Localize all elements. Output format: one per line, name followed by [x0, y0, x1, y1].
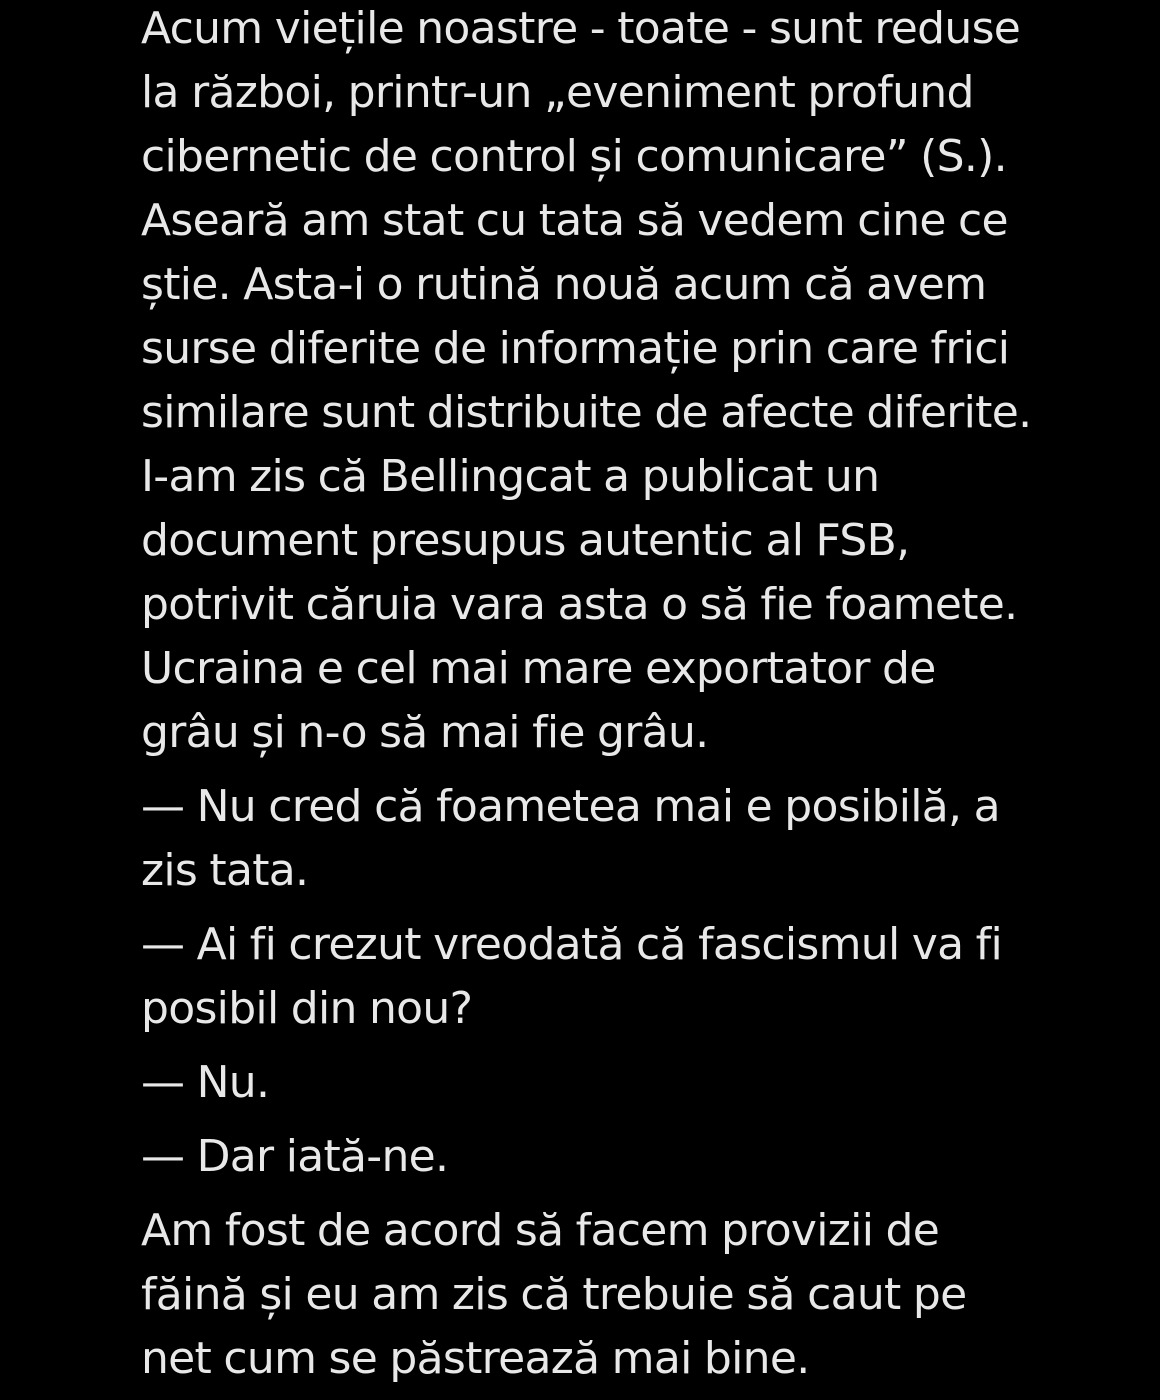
text-line: I-am zis că Bellingcat a publicat un [141, 451, 880, 502]
text-line: document presupus autentic al FSB, [141, 515, 910, 566]
text-line: zis tata. [141, 845, 309, 896]
paragraph-spacer [141, 765, 1031, 775]
paragraph-dialogue-4 [141, 1125, 1031, 1189]
text-line: Ucraina e cel mai mare exportator de [141, 643, 936, 694]
reading-page [141, 0, 1031, 1391]
text-line: făină și eu am zis că trebuie să caut pe [141, 1269, 967, 1320]
paragraph-spacer [141, 1115, 1031, 1125]
paragraph-dialogue-1 [141, 775, 1031, 903]
paragraph-dialogue-3 [141, 1051, 1031, 1115]
paragraph-dialogue-2 [141, 913, 1031, 1041]
paragraph-narration-2 [141, 1199, 1031, 1391]
paragraph-spacer [141, 1041, 1031, 1051]
text-line: cibernetic de control și comunicare” (S.). [141, 131, 1007, 182]
text-line: surse diferite de informație prin care frici [141, 323, 1010, 374]
text-line: — Ai fi crezut vreodată că fascismul va fi [141, 919, 1002, 970]
text-line: — Dar iată-ne. [141, 1131, 449, 1182]
text-line: posibil din nou? [141, 983, 473, 1034]
text-line: la război, printr-un „eveniment profund [141, 67, 974, 118]
text-line: — Nu. [141, 1057, 270, 1108]
paragraph-spacer [141, 1189, 1031, 1199]
text-line: Am fost de acord să facem provizii de [141, 1205, 940, 1256]
text-line: potrivit căruia vara asta o să fie foamete. [141, 579, 1018, 630]
text-line: grâu și n-o să mai fie grâu. [141, 707, 709, 758]
text-line: — Nu cred că foametea mai e posibilă, a [141, 781, 1000, 832]
paragraph-spacer [141, 903, 1031, 913]
paragraph-narration-1 [141, 0, 1031, 765]
text-line: net cum se păstrează mai bine. [141, 1333, 810, 1384]
text-line: Acum viețile noastre - toate - sunt reduse [141, 3, 1021, 54]
text-line: similare sunt distribuite de afecte diferite. [141, 387, 1032, 438]
text-line: știe. Asta-i o rutină nouă acum că avem [141, 259, 987, 310]
text-line: Aseară am stat cu tata să vedem cine ce [141, 195, 1008, 246]
